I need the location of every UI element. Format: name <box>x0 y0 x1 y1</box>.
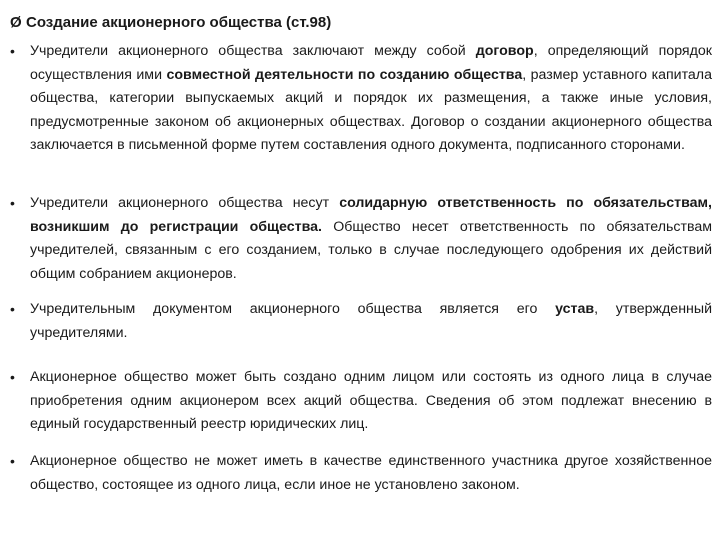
text-run: , размер уставного капитала общества, категории выпускаемых акций и порядок их размещения, а также иные условия, предусмотренные законом об акционерных обществах. Договор о создании акционерного общества заключается в письменной форме путем составления одного документа, подписанного сторонами. <box>30 66 712 154</box>
bold-term: устав <box>555 301 595 317</box>
text-run: Общество несет ответственность по обязательствам учредителей, связанным с его созданием, только в случае последующего одобрения их действий общим собранием акционеров. <box>30 218 712 282</box>
text-run: Учредители акционерного общества заключают между собой <box>30 43 476 59</box>
arrow-bullet-icon: Ø <box>10 14 22 31</box>
heading-text: Создание акционерного общества (ст.98) <box>26 14 332 31</box>
list-item-text <box>30 450 712 497</box>
list-item <box>10 40 712 158</box>
text-run: , определяющий порядок осуществления ими <box>30 43 712 83</box>
bold-term: договор <box>475 43 534 59</box>
bullet-icon: • <box>10 369 15 385</box>
list-item-text <box>30 40 712 158</box>
list-item-text <box>30 366 712 437</box>
bold-term: совместной деятельности по созданию общества <box>166 66 523 83</box>
text-run: Акционерное общество может быть создано одним лицом или состоять из одного лица в случае приобретения одним акционером всех акций общества. Сведения об этом подлежат внесению в единый государственный реестр юридических лиц. <box>30 369 712 433</box>
bullet-icon: • <box>10 301 15 317</box>
list-item <box>10 450 712 497</box>
bullet-icon: • <box>10 453 15 469</box>
text-run: , утвержденный учредителями. <box>30 301 712 341</box>
text-run: Акционерное общество не может иметь в качестве единственного участника другое хозяйственное общество, состоящее из одного лица, если иное не установлено законом. <box>30 453 712 493</box>
list-item-text <box>30 192 712 286</box>
bullet-icon: • <box>10 195 15 211</box>
list-item <box>10 298 712 345</box>
bold-term: солидарную ответственность по обязательствам, возникшим до регистрации общества. <box>30 195 712 235</box>
text-run: Учредители акционерного общества несут <box>30 195 340 211</box>
slide-heading <box>10 13 331 33</box>
bullet-icon: • <box>10 43 15 59</box>
list-item-text <box>30 298 712 345</box>
text-run: Учредительным документом акционерного общества является его <box>30 301 556 317</box>
list-item <box>10 192 712 286</box>
list-item <box>10 366 712 437</box>
